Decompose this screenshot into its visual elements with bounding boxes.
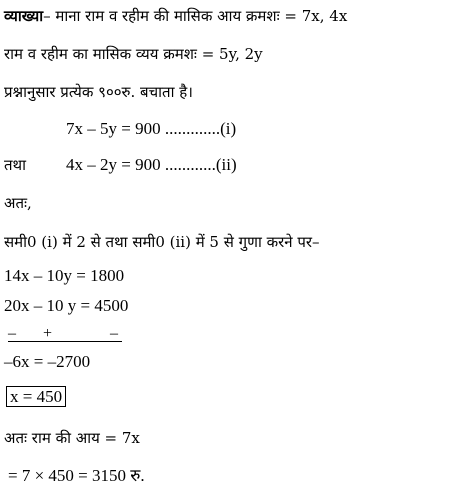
multiplied-equation-2: 20x – 10 y = 4500 (4, 296, 129, 315)
income-line: अतः राम की आय = 7x (4, 429, 140, 447)
subtraction-result: –6x = –2700 (4, 352, 91, 371)
subtraction-signs-row (8, 324, 122, 344)
answer-x-line (6, 387, 66, 407)
therefore-line: अतः, (4, 194, 32, 212)
sign-minus-1: – (8, 325, 16, 342)
income-assumption: – माना राम व रहीम की मासिक आय क्रमशः = 7x, 4x (43, 7, 348, 25)
equation-2: 4x – 2y = 900 ............(ii) (66, 155, 237, 174)
equation-1: 7x – 5y = 900 .............(i) (66, 119, 237, 138)
sign-plus: + (43, 325, 53, 342)
explanation-label: व्याख्या (4, 7, 44, 25)
explanation-intro-line (4, 6, 347, 26)
subtraction-rule (8, 341, 122, 342)
final-answer: = 7 × 450 = 3150 रु. (8, 466, 145, 485)
savings-line: प्रश्नानुसार प्रत्येक ९००रु. बचाता है। (4, 83, 193, 101)
expense-line: राम व रहीम का मासिक व्यय क्रमशः = 5y, 2y (4, 45, 263, 63)
equation-2-prefix: तथा (4, 156, 27, 174)
sign-minus-2: – (110, 325, 118, 342)
multiplied-equation-1: 14x – 10y = 1800 (4, 266, 125, 285)
answer-x-box: x = 450 (6, 386, 66, 407)
multiply-step-line: समी0 (i) में 2 से तथा समी0 (ii) में 5 से गुणा करने पर– (4, 233, 320, 251)
